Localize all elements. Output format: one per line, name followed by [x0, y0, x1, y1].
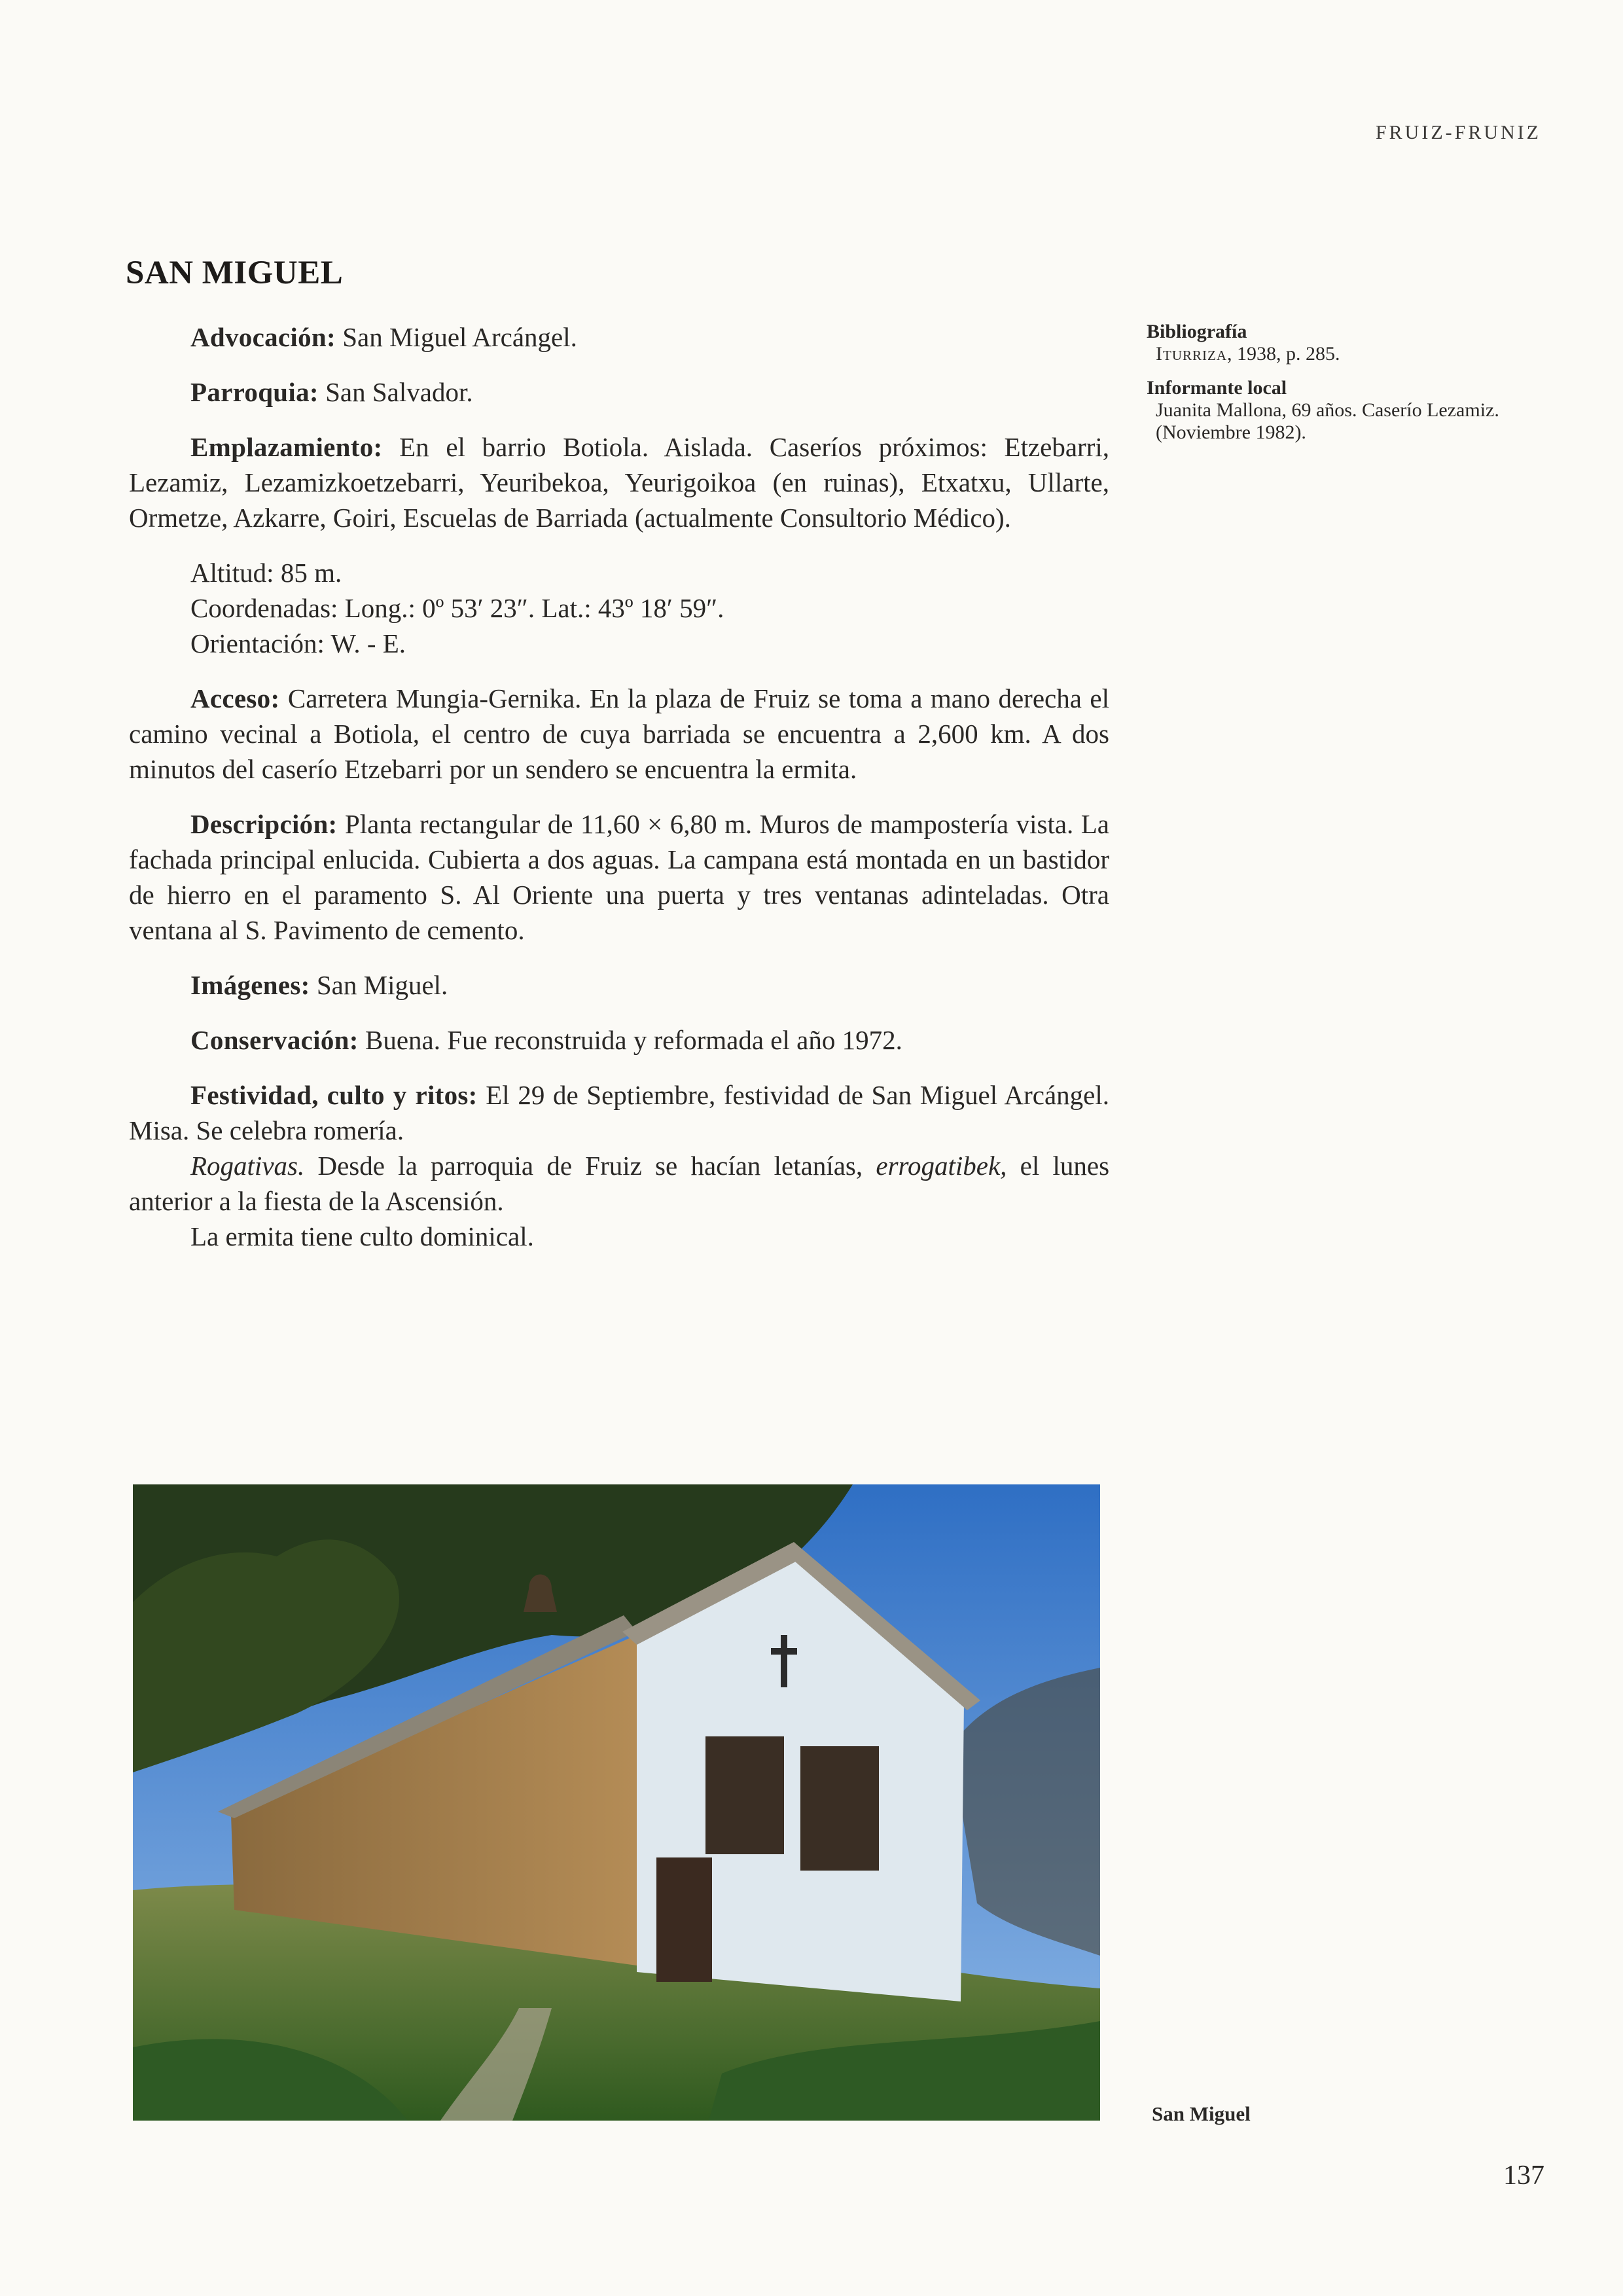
imagenes-label: Imágenes: [190, 970, 310, 1000]
advocacion-label: Advocación: [190, 322, 336, 352]
conservacion-entry [129, 1022, 1109, 1058]
emplazamiento-value: En el barrio Botiola. Aislada. Caseríos próximos: Etzebarri, Lezamiz, Lezamizkoetzebarri, Yeuribekoa, Yeurigoikoa (en ruinas), Etxatxu, Ullarte, Ormetze, Azkarre, Goiri, Escuelas de Barriada (actualmente Consultorio Médico). [129, 432, 1109, 533]
imagenes-value: San Miguel. [316, 970, 448, 1000]
chapel-photo [133, 1484, 1100, 2121]
facade-window-right [800, 1746, 879, 1871]
altitud-line: Altitud: 85 m. [190, 558, 342, 588]
emplazamiento-entry [129, 429, 1109, 535]
bibliografia-block [1147, 321, 1543, 365]
informante-block [1147, 377, 1543, 444]
bibliografia-entry [1147, 343, 1543, 365]
informante-heading: Informante local [1147, 377, 1287, 399]
photo-caption: San Miguel [1152, 2102, 1251, 2125]
rogativas-text-after: el lunes anterior a la fiesta de la Ascensión. [129, 1151, 1110, 1216]
advocacion-entry [129, 319, 1109, 355]
sidebar-notes [1147, 321, 1543, 456]
bibliografia-heading: Bibliografía [1147, 321, 1247, 342]
orientacion-line: Orientación: W. - E. [190, 628, 406, 658]
parroquia-value: San Salvador. [325, 377, 473, 407]
acceso-entry [129, 681, 1109, 787]
facade-window-left [705, 1736, 784, 1854]
descripcion-value: Planta rectangular de 11,60 × 6,80 m. Muros de mampostería vista. La fachada principal enlucida. Cubierta a dos aguas. La campana está montada en un bastidor de hierro en el paramento S. Al Oriente una puerta y tres ventanas adinteladas. Otra ventana al S. Pavimento de cemento. [129, 809, 1109, 945]
location-details [129, 555, 1109, 661]
parroquia-label: Parroquia: [190, 377, 319, 407]
advocacion-value: San Miguel Arcángel. [342, 322, 577, 352]
imagenes-entry [129, 967, 1109, 1003]
running-header: FRUIZ-FRUNIZ [1375, 122, 1541, 143]
page-number: 137 [1503, 2161, 1544, 2191]
rogativas-lead: Rogativas. [190, 1151, 305, 1181]
informante-text: Juanita Mallona, 69 años. Caserío Lezamiz. (Noviembre 1982). [1156, 399, 1499, 443]
conservacion-value: Buena. Fue reconstruida y reformada el año 1972. [365, 1025, 902, 1055]
festividad-entry [129, 1077, 1109, 1148]
rogativas-entry [129, 1148, 1109, 1219]
acceso-label: Acceso: [190, 683, 280, 713]
descripcion-entry [129, 806, 1109, 948]
parroquia-entry [129, 374, 1109, 410]
main-text [129, 319, 1109, 1254]
acceso-value: Carretera Mungia-Gernika. En la plaza de Fruiz se toma a mano derecha el camino vecinal a Botiola, el centro de cuya barriada se encuentra a 2,600 km. A dos minutos del caserío Etzebarri por un sendero se encuentra la ermita. [129, 683, 1109, 784]
bibliografia-author: Iturriza [1156, 343, 1227, 365]
coordenadas-line: Coordenadas: Long.: 0º 53′ 23″. Lat.: 43º 18′ 59″. [190, 593, 724, 623]
page-title: SAN MIGUEL [126, 255, 344, 291]
conservacion-label: Conservación: [190, 1025, 359, 1055]
emplazamiento-label: Emplazamiento: [190, 432, 383, 462]
festividad-label: Festividad, culto y ritos: [190, 1080, 478, 1110]
facade-door [656, 1857, 712, 1982]
culto-line: La ermita tiene culto dominical. [190, 1221, 534, 1251]
rogativas-text-before: Desde la parroquia de Fruiz se hacían letanías, [317, 1151, 863, 1181]
bibliografia-ref: , 1938, p. 285. [1226, 343, 1340, 365]
descripcion-label: Descripción: [190, 809, 338, 839]
rogativas-term: errogatibek, [876, 1151, 1007, 1181]
festividad-value: El 29 de Septiembre, festividad de San Miguel Arcángel. Misa. Se celebra romería. [129, 1080, 1110, 1145]
